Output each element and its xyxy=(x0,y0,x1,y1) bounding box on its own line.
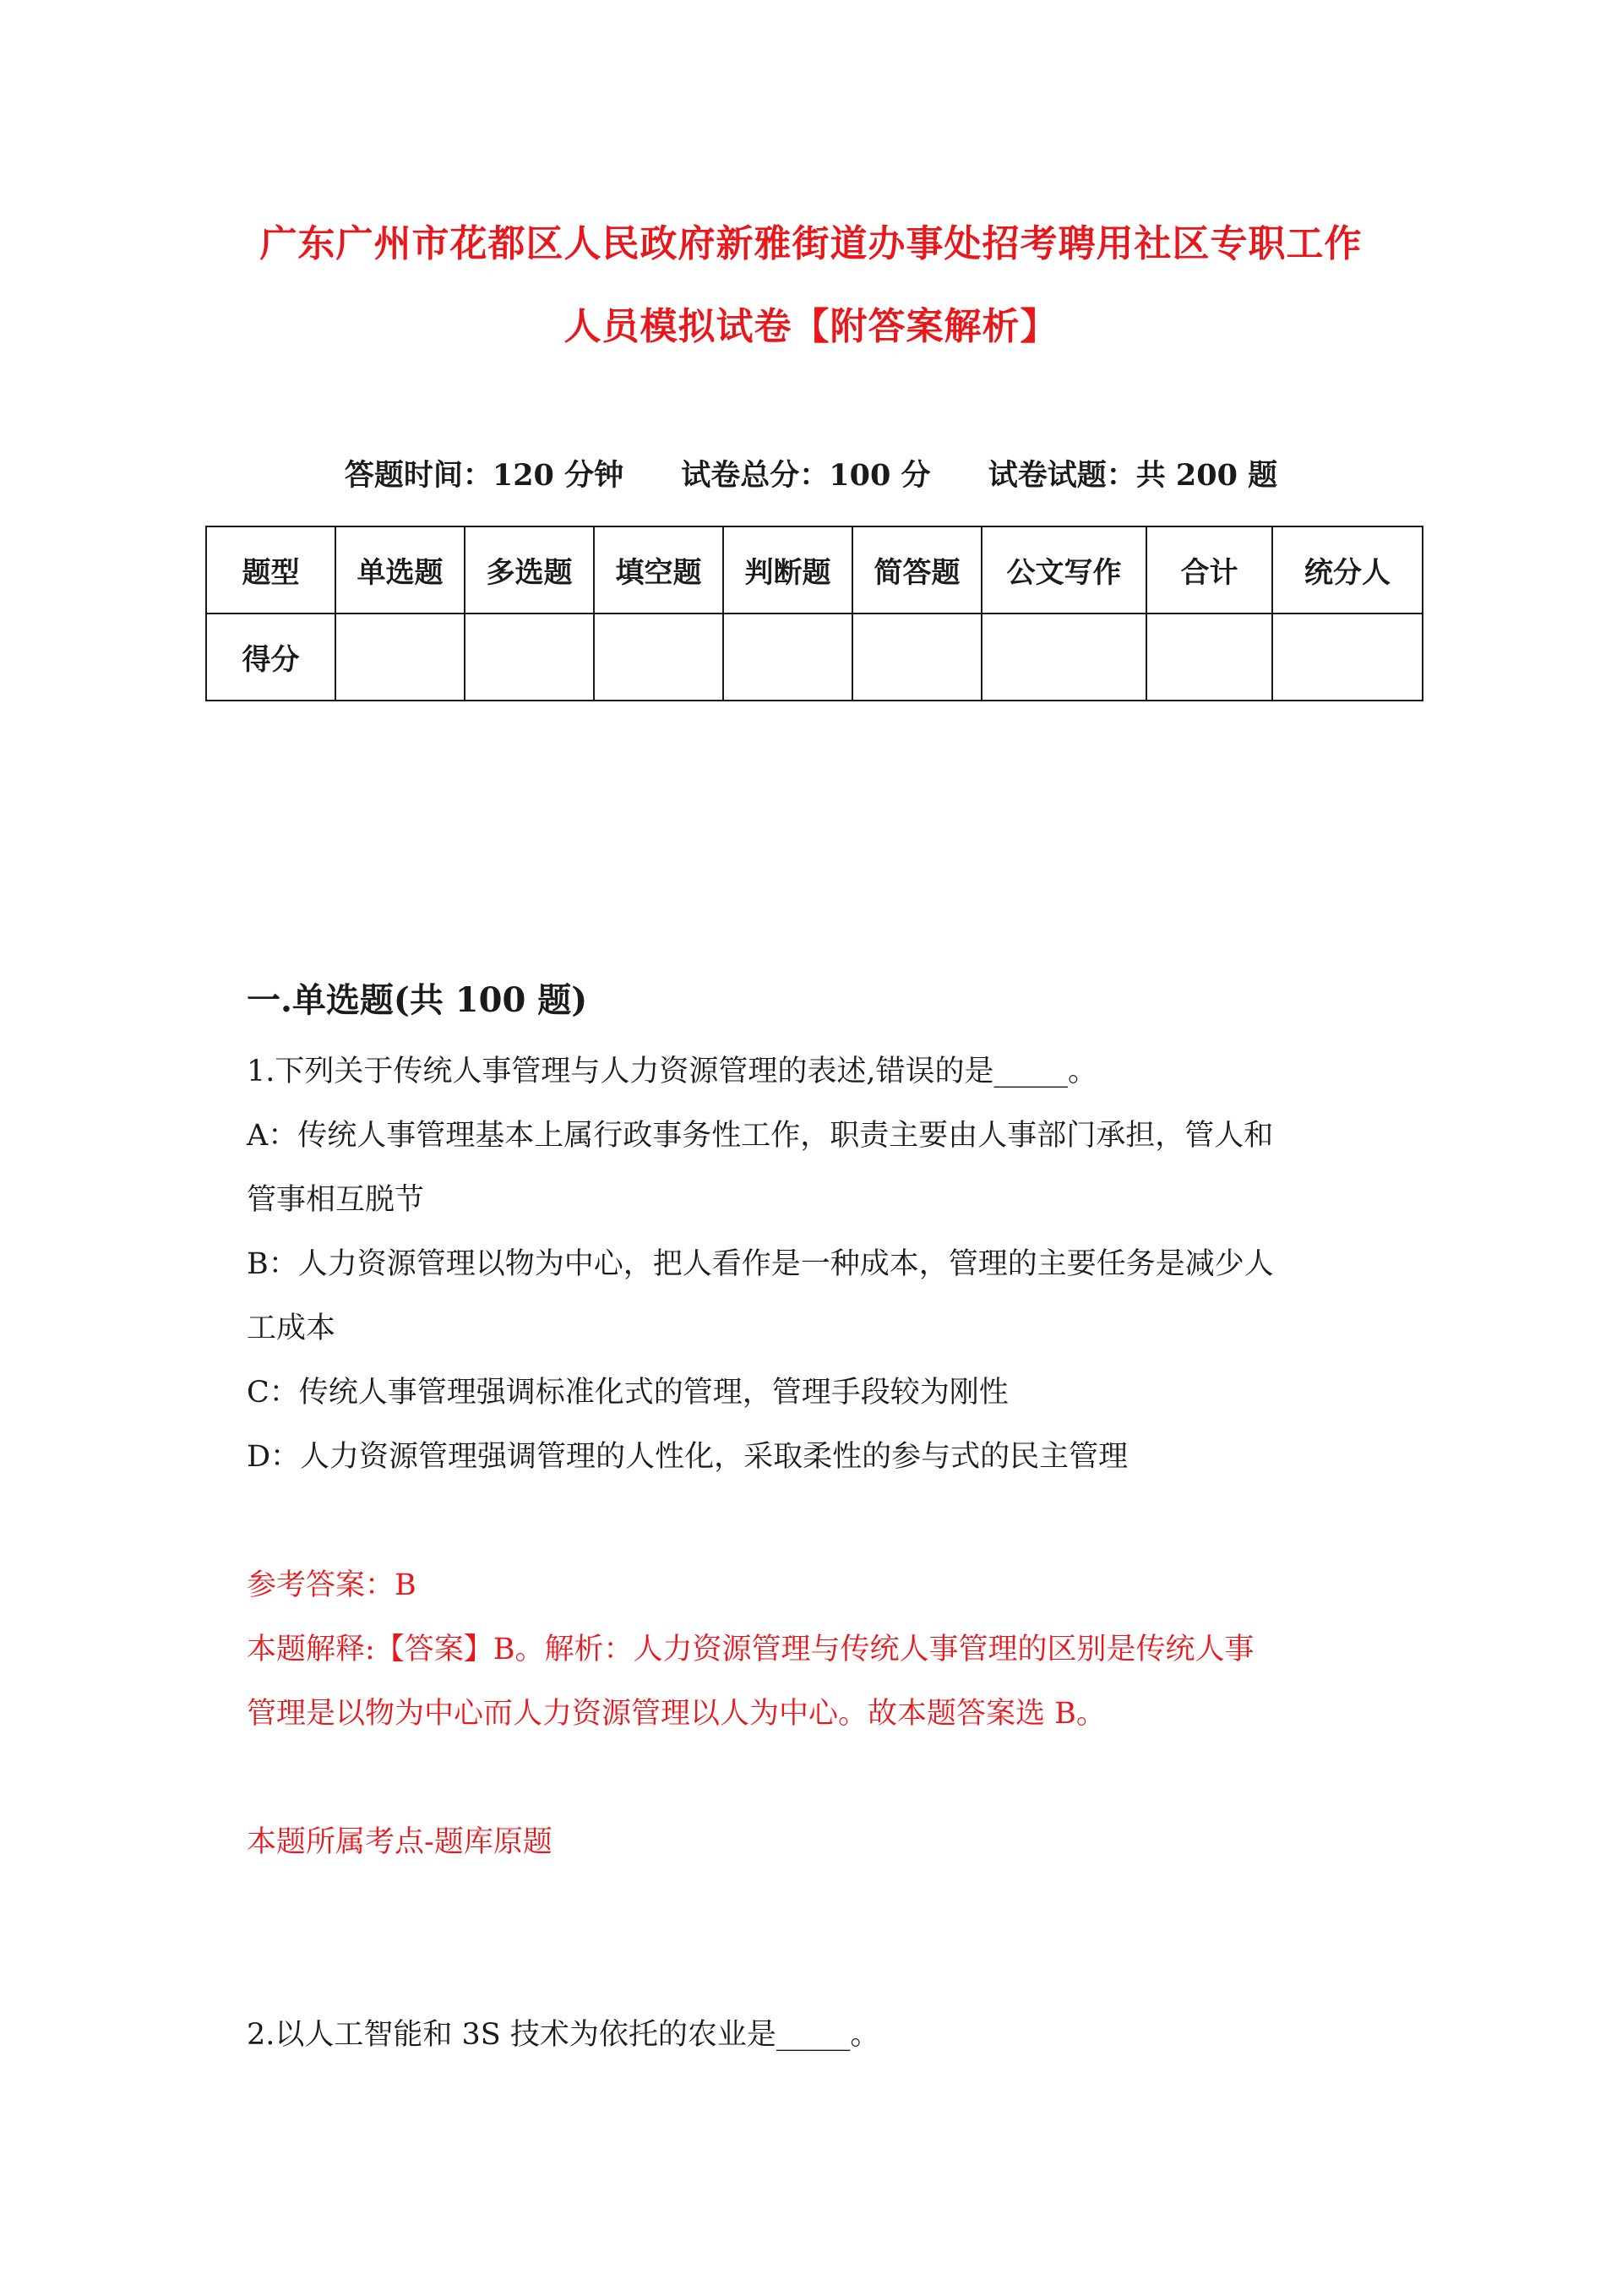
question-1-option-b-cont: 工成本 xyxy=(247,1312,336,1345)
question-1-explanation-cont: 管理是以物为中心而人力资源管理以人为中心。故本题答案选 B。 xyxy=(247,1697,1106,1731)
question-1-option-b: B：人力资源管理以物为中心，把人看作是一种成本，管理的主要任务是减少人 xyxy=(247,1247,1274,1281)
score-cell xyxy=(982,614,1146,701)
score-table-header-row xyxy=(206,526,1423,614)
score-header-cell: 题型 xyxy=(206,526,335,614)
score-header-cell: 简答题 xyxy=(852,526,982,614)
score-cell xyxy=(594,614,723,701)
exam-meta xyxy=(0,452,1622,494)
document-title-line-2: 人员模拟试卷【附答案解析】 xyxy=(563,305,1059,348)
score-header-cell: 合计 xyxy=(1146,526,1272,614)
question-1-option-d: D：人力资源管理强调管理的人性化，采取柔性的参与式的民主管理 xyxy=(247,1440,1129,1474)
score-cell xyxy=(465,614,594,701)
question-2-stem: 2.以人工智能和 3S 技术为依托的农业是_____。 xyxy=(247,2018,880,2052)
question-1-answer: 参考答案：B xyxy=(247,1568,416,1602)
document-title-line-1: 广东广州市花都区人民政府新雅街道办事处招考聘用社区专职工作 xyxy=(259,222,1363,265)
question-1-source: 本题所属考点-题库原题 xyxy=(247,1825,552,1859)
score-header-cell: 判断题 xyxy=(723,526,852,614)
score-header-cell: 单选题 xyxy=(335,526,465,614)
score-cell xyxy=(723,614,852,701)
score-table xyxy=(205,526,1423,701)
score-header-cell: 统分人 xyxy=(1272,526,1423,614)
score-cell xyxy=(1272,614,1423,701)
score-header-cell: 填空题 xyxy=(594,526,723,614)
question-1-stem: 1.下列关于传统人事管理与人力资源管理的表述,错误的是_____。 xyxy=(247,1055,1098,1088)
score-table-score-row xyxy=(206,614,1423,701)
exam-time: 答题时间：120 分钟 xyxy=(344,458,624,493)
score-header-cell: 多选题 xyxy=(465,526,594,614)
score-header-cell: 公文写作 xyxy=(982,526,1146,614)
score-cell xyxy=(852,614,982,701)
score-row-label: 得分 xyxy=(206,614,335,701)
question-1-explanation: 本题解释:【答案】B。解析：人力资源管理与传统人事管理的区别是传统人事 xyxy=(247,1633,1255,1666)
score-cell xyxy=(1146,614,1272,701)
exam-total-score: 试卷总分：100 分 xyxy=(681,458,931,493)
exam-question-count: 试卷试题：共 200 题 xyxy=(988,458,1278,493)
section-title: 一.单选题(共 100 题) xyxy=(247,980,588,1020)
question-1-option-a-cont: 管事相互脱节 xyxy=(247,1183,425,1217)
score-cell xyxy=(335,614,465,701)
question-1-option-c: C：传统人事管理强调标准化式的管理，管理手段较为刚性 xyxy=(247,1376,1009,1410)
question-1-option-a: A：传统人事管理基本上属行政事务性工作，职责主要由人事部门承担，管人和 xyxy=(247,1119,1274,1153)
